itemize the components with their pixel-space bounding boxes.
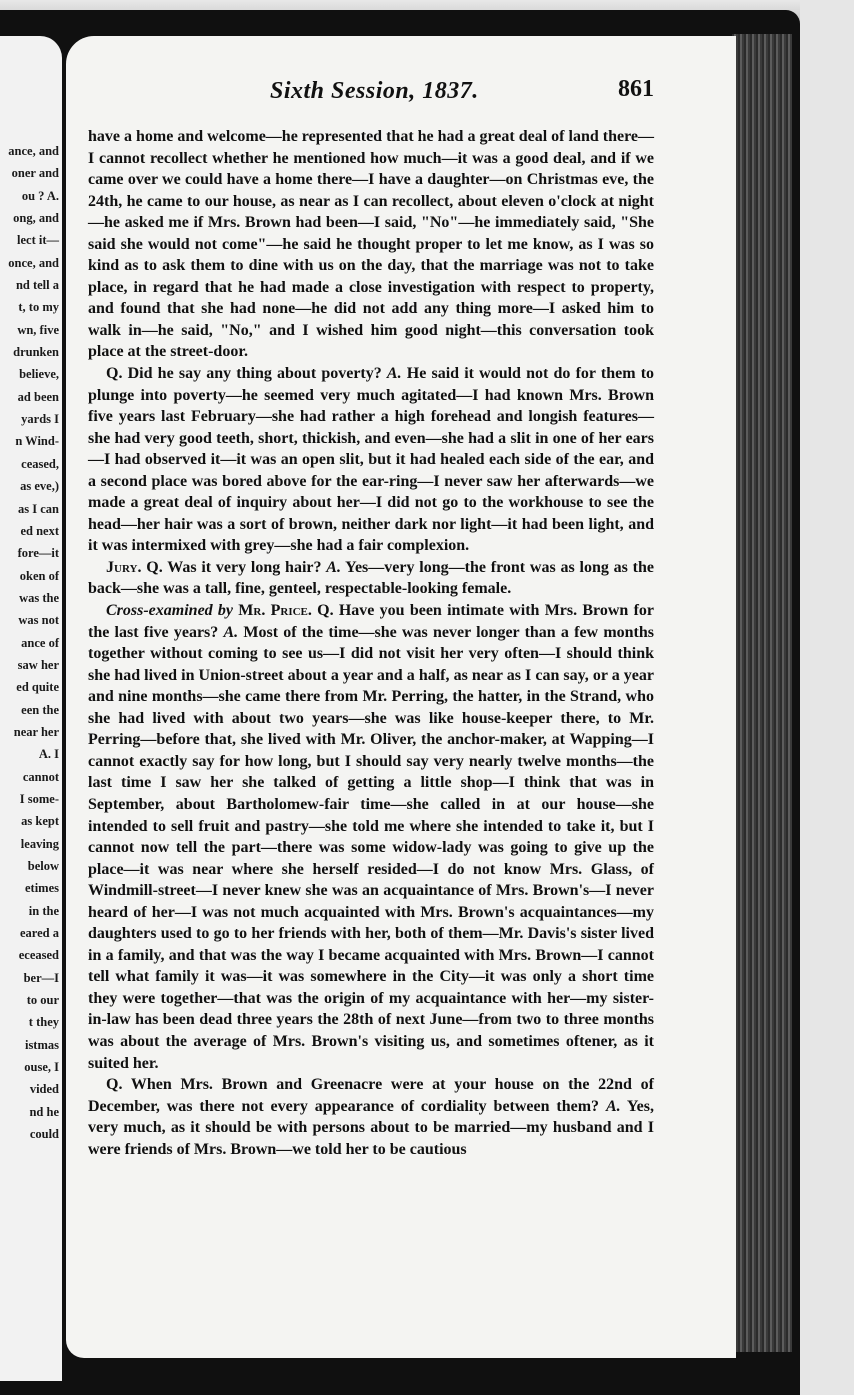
answer-text: Yes—very long—the front was as long as the back—she was a tall, fine, genteel, respectable-looking female. — [88, 558, 655, 598]
question-text: Q. Did he say any thing about poverty? — [106, 365, 382, 383]
question-text: Q. Have you been intimate with Mrs. Brown for the last five years? — [88, 602, 655, 641]
left-fragment: ong, and — [13, 211, 59, 226]
left-fragment: wn, five — [17, 322, 59, 337]
left-fragment: n Wind- — [15, 434, 59, 449]
left-fragment: lect it— — [17, 233, 59, 248]
left-fragment: istmas — [24, 1037, 59, 1052]
left-fragment: een the — [21, 702, 59, 717]
left-fragment: could — [29, 1127, 59, 1142]
answer-text: Yes, very much, as it should be with persons about to be married—my husband and I were friends of Mrs. Brown—we told her to be cautious — [88, 1097, 654, 1158]
left-fragment: etimes — [24, 881, 59, 896]
speaker-name: Mr. Price. — [238, 602, 312, 620]
left-fragment: ouse, I — [24, 1060, 59, 1075]
left-fragment: saw her — [17, 657, 59, 672]
left-fragment: as kept — [21, 814, 59, 829]
left-fragment: as eve,) — [20, 479, 59, 494]
left-fragment: A. I — [38, 747, 59, 762]
left-fragment: ance, and — [8, 144, 59, 158]
left-fragment: leaving — [20, 836, 59, 851]
left-fragment: t, to my — [18, 300, 59, 315]
answer-text: Most of the time—she was never longer than a few months together without coming to see us—I did not visit her very often—I should think she had lived in Union-street about a year and a half, as near as I can say, or a year and nine months—she came there from Mr. Perring, the hatter, in the Strand, who she had lived with about two years—she was like house-keeper there, to Mr. Perring—before that, she lived with Mr. Oliver, the anchor-maker, at Wapping—I cannot exactly say for how long, but I should say very nearly twelve months—the last time I saw her she talked of getting a little shop—I think that was in September, about Bartholomew-fair time—she called in at our house—she intended to sell fruit and pastry—she told me where she intended to take it, but I cannot now tell the part—there was some widow-lady was going to give up the place—it was near where she herself resided—I do not know Mrs. Glass, of Windmill-street—I never knew she was an acquaintance of Mrs. Brown's—I never heard of her—I was not much acquainted with Mrs. Brown's acquaintances—my daughters used to go to her friends with her, both of them—Mr. Davis's sister lived in a family, and that was the way I became acquainted with Mrs. Brown—I cannot tell what family it was—it was somewhere in the City—it was only a short time they were together—that was the origin of my acquaintance with her—my sister-in-law has been dead three years the 28th of next June—from two to three months was about the average of Mrs. Brown's visiting us, and sometimes oftener, as it suited her. — [88, 623, 655, 1072]
left-fragment: ed next — [20, 523, 59, 538]
left-fragment: oner and — [11, 166, 59, 181]
paragraph-3 — [88, 557, 654, 600]
left-fragment: ou ? A. — [21, 188, 59, 203]
left-fragment: was the — [19, 590, 59, 605]
paragraph-5 — [88, 1074, 654, 1160]
left-fragment: oken of — [19, 568, 59, 583]
answer-marker: A. — [605, 1097, 621, 1115]
speaker-jury: Jury. — [106, 558, 142, 576]
cross-examined-label: Cross-examined by — [106, 602, 234, 620]
left-fragment: near her — [13, 724, 59, 739]
answer-marker: A. — [326, 558, 341, 576]
paragraph-2 — [88, 363, 654, 557]
left-fragment: nd he — [29, 1104, 59, 1119]
left-fragment: vided — [29, 1082, 59, 1097]
answer-marker: A. — [386, 365, 402, 383]
body-text — [88, 126, 654, 1160]
running-head — [160, 76, 656, 112]
paragraph-1 — [88, 126, 654, 363]
left-fragment: ceased, — [21, 456, 59, 471]
left-fragment: once, and — [8, 255, 59, 270]
left-fragment: eceased — [18, 948, 59, 963]
left-fragment: I some- — [19, 791, 59, 806]
answer-marker: A. — [223, 623, 239, 641]
question-text: Q. When Mrs. Brown and Greenacre were at your house on the 22nd of December, was there not every appearance of cordiality between them? — [88, 1076, 654, 1115]
answer-text: He said it would not do for them to plunge into poverty—he seemed very much agitated—I had known Mrs. Brown five years last February—she had rather a high forehead and longish features—she had very good teeth, short, thickish, and even—she had a slit in one of her ears—I had observed it—it was an open slit, but it had healed each side of the ear, and a second place was bored above for the ear-ring—I never saw her afterwards—we made a great deal of inquiry about her—I did not go to the workhouse to see the head—her hair was a sort of brown, neither dark nor light—it had been light, and it was intermixed with grey—she had a fair complexion. — [88, 365, 655, 555]
left-fragment: as I can — [18, 501, 59, 516]
left-fragment: ad been — [17, 389, 59, 404]
paragraph-1-text: have a home and welcome—he represented that he had a great deal of land there—I cannot recollect whether he mentioned how much—it was a good deal, and if we came over we could have a home there—I have a daughter—on Christmas eve, the 24th, he came to our house, as near as I can recollect, about eleven o'clock at night—he asked me if Mrs. Brown had been—I said, "No"—he immediately said, "She said she would not come"—he said he thought proper to let me know, as I was so kind as to ask them to dine with us on the day, that the marriage was not to take place, in regard that he had made a close investigation with respect to property, and found that she had none—he did not add any thing more—I asked him to walk in—he said, "No," and I wished him good night—this conversation took place at the street-door. — [88, 128, 654, 361]
left-fragment: ber—I — [23, 970, 59, 985]
left-fragment: ance of — [21, 635, 59, 650]
page-number: 861 — [618, 76, 654, 102]
left-page — [0, 36, 62, 1381]
left-fragment: in the — [28, 903, 59, 918]
paragraph-4 — [88, 600, 654, 1074]
left-fragment: fore—it — [17, 546, 59, 561]
scan-right-background — [800, 0, 854, 1395]
left-fragment: was not — [18, 613, 59, 628]
left-page-text-fragments — [8, 140, 59, 1145]
left-fragment: eared a — [20, 926, 59, 941]
left-fragment: to our — [26, 993, 59, 1008]
page-edges — [732, 34, 792, 1352]
question-text: Q. Was it very long hair? — [146, 558, 322, 576]
left-fragment: drunken — [13, 345, 59, 360]
left-fragment: yards I — [21, 412, 59, 427]
left-fragment: below — [27, 859, 59, 873]
running-title: Sixth Session, 1837. — [270, 78, 479, 104]
left-fragment: nd tell a — [15, 278, 59, 293]
left-fragment: believe, — [19, 367, 59, 382]
left-fragment: ed quite — [16, 680, 59, 695]
left-fragment: cannot — [22, 769, 59, 784]
left-fragment: t they — [28, 1015, 59, 1030]
